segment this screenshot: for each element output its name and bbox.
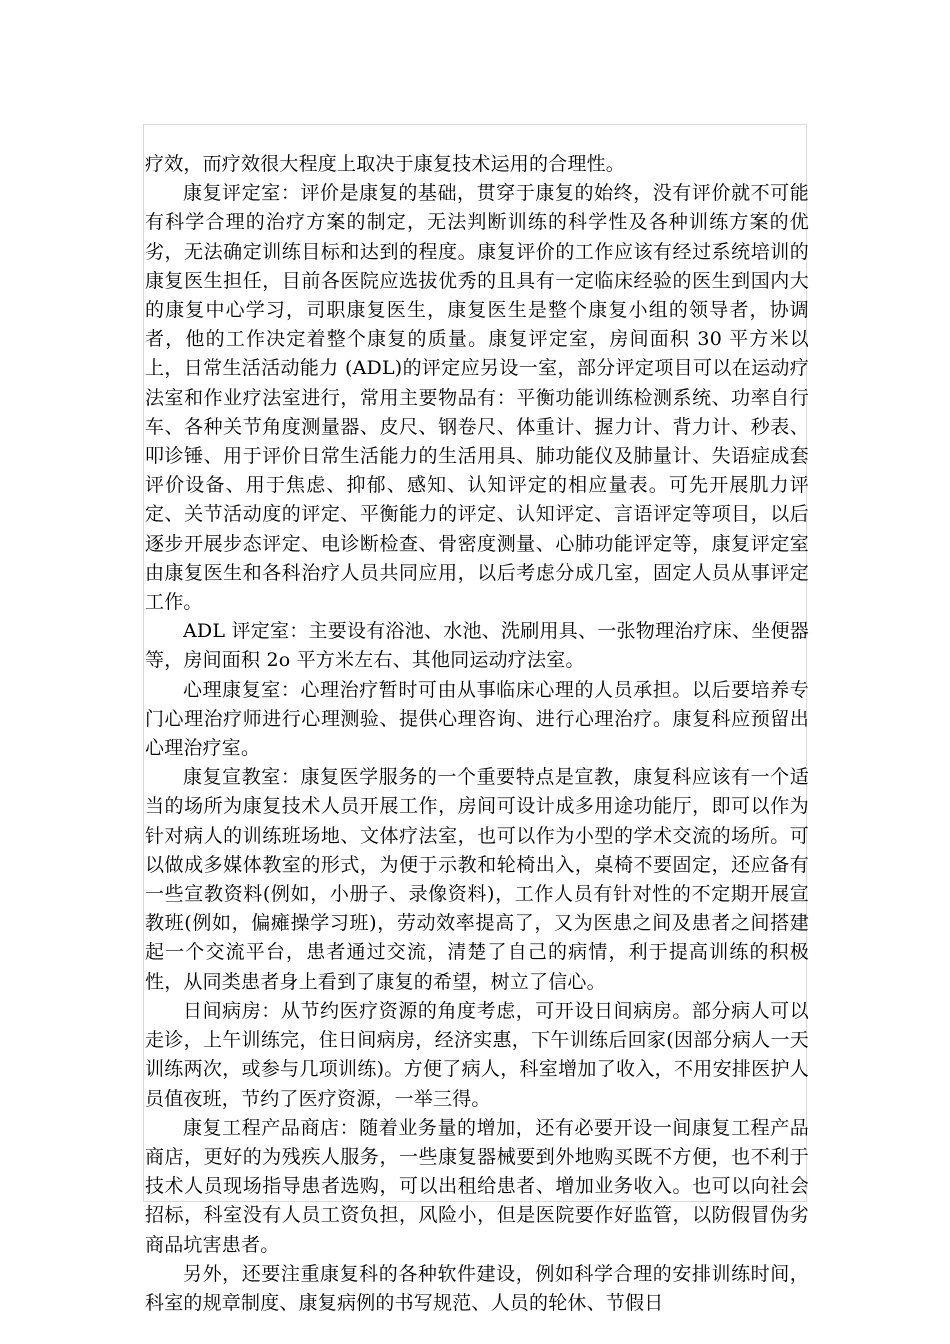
document-body: [145, 150, 809, 1318]
paragraph-education-room: 康复宣教室：康复医学服务的一个重要特点是宣教，康复科应该有一个适当的场所为康复技术人员开展工作，房间可设计成多用途功能厅，即可以作为针对病人的训练班场地、文体疗法室，也可以作为小型的学术交流的场所。可以做成多媒体教室的形式，为便于示教和轮椅出入，桌椅不要固定，还应备有一些宣教资料(例如，小册子、录像资料)，工作人员有针对性的不定期开展宣教班(例如，偏瘫操学习班)，劳动效率提高了，又为医患之间及患者之间搭建起一个交流平台，患者通过交流，清楚了自己的病情，利于提高训练的积极性，从同类患者身上看到了康复的希望，树立了信心。: [145, 766, 809, 993]
paragraph-psychology-room: 心理康复室：心理治疗暂时可由从事临床心理的人员承担。以后要培养专门心理治疗师进行心理测验、提供心理咨询、进行心理治疗。康复科应预留出心理治疗室。: [145, 678, 809, 760]
paragraph-adl-room: ADL 评定室：主要设有浴池、水池、洗刷用具、一张物理治疗床、坐便器等，房间面积 2o 平方米左右、其他同运动疗法室。: [145, 620, 809, 672]
paragraph-day-ward: 日间病房：从节约医疗资源的角度考虑，可开设日间病房。部分病人可以走诊，上午训练完，住日间病房，经济实惠，下午训练后回家(因部分病人一天训练两次，或参与几项训练)。方便了病人，科室增加了收入，不用安排医护人员值夜班，节约了医疗资源，一举三得。: [145, 999, 809, 1110]
paragraph-software-construction: 另外，还要注重康复科的各种软件建设，例如科学合理的安排训练时间，科室的规章制度、康复病例的书写规范、人员的轮休、节假日: [145, 1262, 809, 1314]
paragraph-engineering-store: 康复工程产品商店：随着业务量的增加，还有必要开设一间康复工程产品商店，更好的为残疾人服务，一些康复器械要到外地购买既不方便，也不利于技术人员现场指导患者选购，可以出租给患者、增加业务收入。也可以向社会招标，科室没有人员工资负担，风险小，但是医院要作好监管，以防假冒伪劣商品坑害患者。: [145, 1116, 809, 1256]
paragraph-continuation: 疗效，而疗效很大程度上取决于康复技术运用的合理性。: [145, 153, 626, 175]
paragraph-assessment-room: 康复评定室：评价是康复的基础，贯穿于康复的始终，没有评价就不可能有科学合理的治疗方案的制定，无法判断训练的科学性及各种训练方案的优劣，无法确定训练目标和达到的程度。康复评价的工作应该有经过系统培训的康复医生担任，目前各医院应选拔优秀的且具有一定临床经验的医生到国内大的康复中心学习，司职康复医生，康复医生是整个康复小组的领导者，协调者，他的工作决定着整个康复的质量。康复评定室，房间面积 30 平方米以上，日常生活活动能力 (ADL)的评定应另设一室，部分评定项目可以在运动疗法室和作业疗法室进行，常用主要物品有：平衡功能训练检测系统、功率自行车、各种关节角度测量器、皮尺、钢卷尺、体重计、握力计、背力计、秒表、叩诊锤、用于评价日常生活能力的生活用具、肺功能仪及肺量计、失语症成套评价设备、用于焦虑、抑郁、感知、认知评定的相应量表。可先开展肌力评定、关节活动度的评定、平衡能力的评定、认知评定、言语评定等项目，以后逐步开展步态评定、电诊断检查、骨密度测量、心肺功能评定等，康复评定室由康复医生和各科治疗人员共同应用，以后考虑分成几室，固定人员从事评定工作。: [145, 182, 809, 614]
